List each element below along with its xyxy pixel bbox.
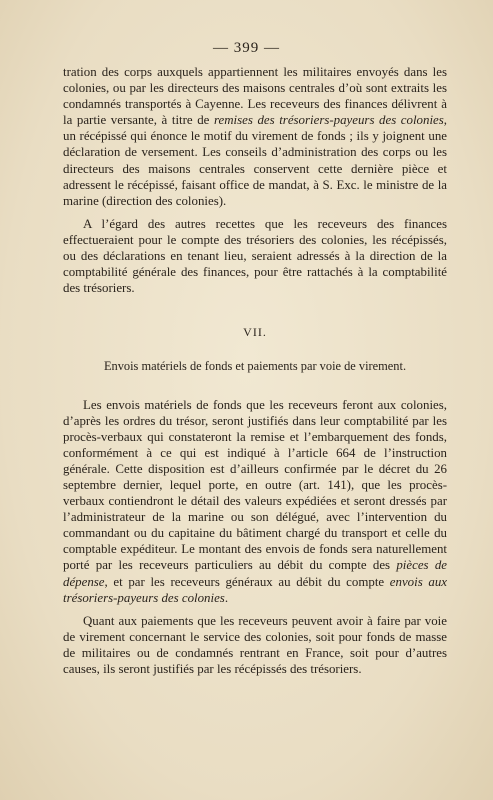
paragraph-2: A l’égard des autres recettes que les receveurs des finances effectueraient pour le compte des trésoriers des colonies, les récépissés, ou des déclarations en tenant lieu, seraient adressés à la direction de la comptabilité générale des finances, pour être rattachés à la comptabilité des trésoriers. [63, 216, 447, 296]
paragraph-3-italic-1: pièces de dépense [63, 558, 447, 589]
section-title: Envois matériels de fonds et paiements par voie de virement. [103, 359, 407, 374]
section-number: VII. [243, 325, 267, 340]
paragraph-3-text-e: . [224, 590, 229, 605]
paragraph-3-text-a: Les envois matériels de fonds que les receveurs feront aux colonies, d’après les ordres du trésor, seront justifiés dans leur comptabilité par les procès-verbaux qui constateront la remise et l’embarquement des fonds, conformément à ce qui est indiqué à l’article 664 de l’instruction générale. Cette disposition est d’ailleurs confirmée par le décret du 26 septembre dernier, lequel porte, en outre (art. 141), que les procès-verbaux contiendront le détail des valeurs expédiées et seront dressés par l’administrateur de la marine ou son délégué, avec l’intervention du commandant ou du capitaine du bâtiment chargé du transport et celle du comptable expéditeur. Le montant des envois de fonds sera naturellement porté par les receveurs particuliers au débit du compte des [63, 397, 447, 573]
paragraph-3 [63, 397, 447, 606]
paragraph-4: Quant aux paiements que les receveurs peuvent avoir à faire par voie de virement concernant le service des colonies, soit pour fonds de masse de militaires ou de condamnés rentrant en France, soit pour d’autres causes, ils seront justifiés par les récépissés des trésoriers. [63, 613, 447, 676]
paragraph-3-text-c: , et par les receveurs généraux au débit du compte [104, 574, 390, 589]
paragraph-1-text-a: tration des corps auxquels appartiennent les militaires envoyés dans les colonies, ou par les directeurs des maisons centrales d’où sont extraits les condamnés transportés à Cayenne. Les receveurs des finances délivrent à la partie versante, à titre de [63, 65, 447, 128]
paragraph-1-text-c: , un récépissé qui énonce le motif du virement de fonds ; ils y joignent une déclaration de versement. Les conseils d’administration des corps ou les directeurs des maisons centrales conservent cette dernière pièce et adressent le récépissé, faisant office de mandat, à S. Exc. le ministre de la marine (direction des colonies). [63, 113, 447, 208]
page-number: — 399 — [213, 40, 280, 56]
paragraph-1 [63, 64, 447, 209]
paragraph-3-italic-2: envois aux trésoriers-payeurs des colonies [63, 574, 447, 605]
page-body [63, 64, 447, 677]
paragraph-1-italic: remises des trésoriers-payeurs des colonies [213, 113, 444, 128]
